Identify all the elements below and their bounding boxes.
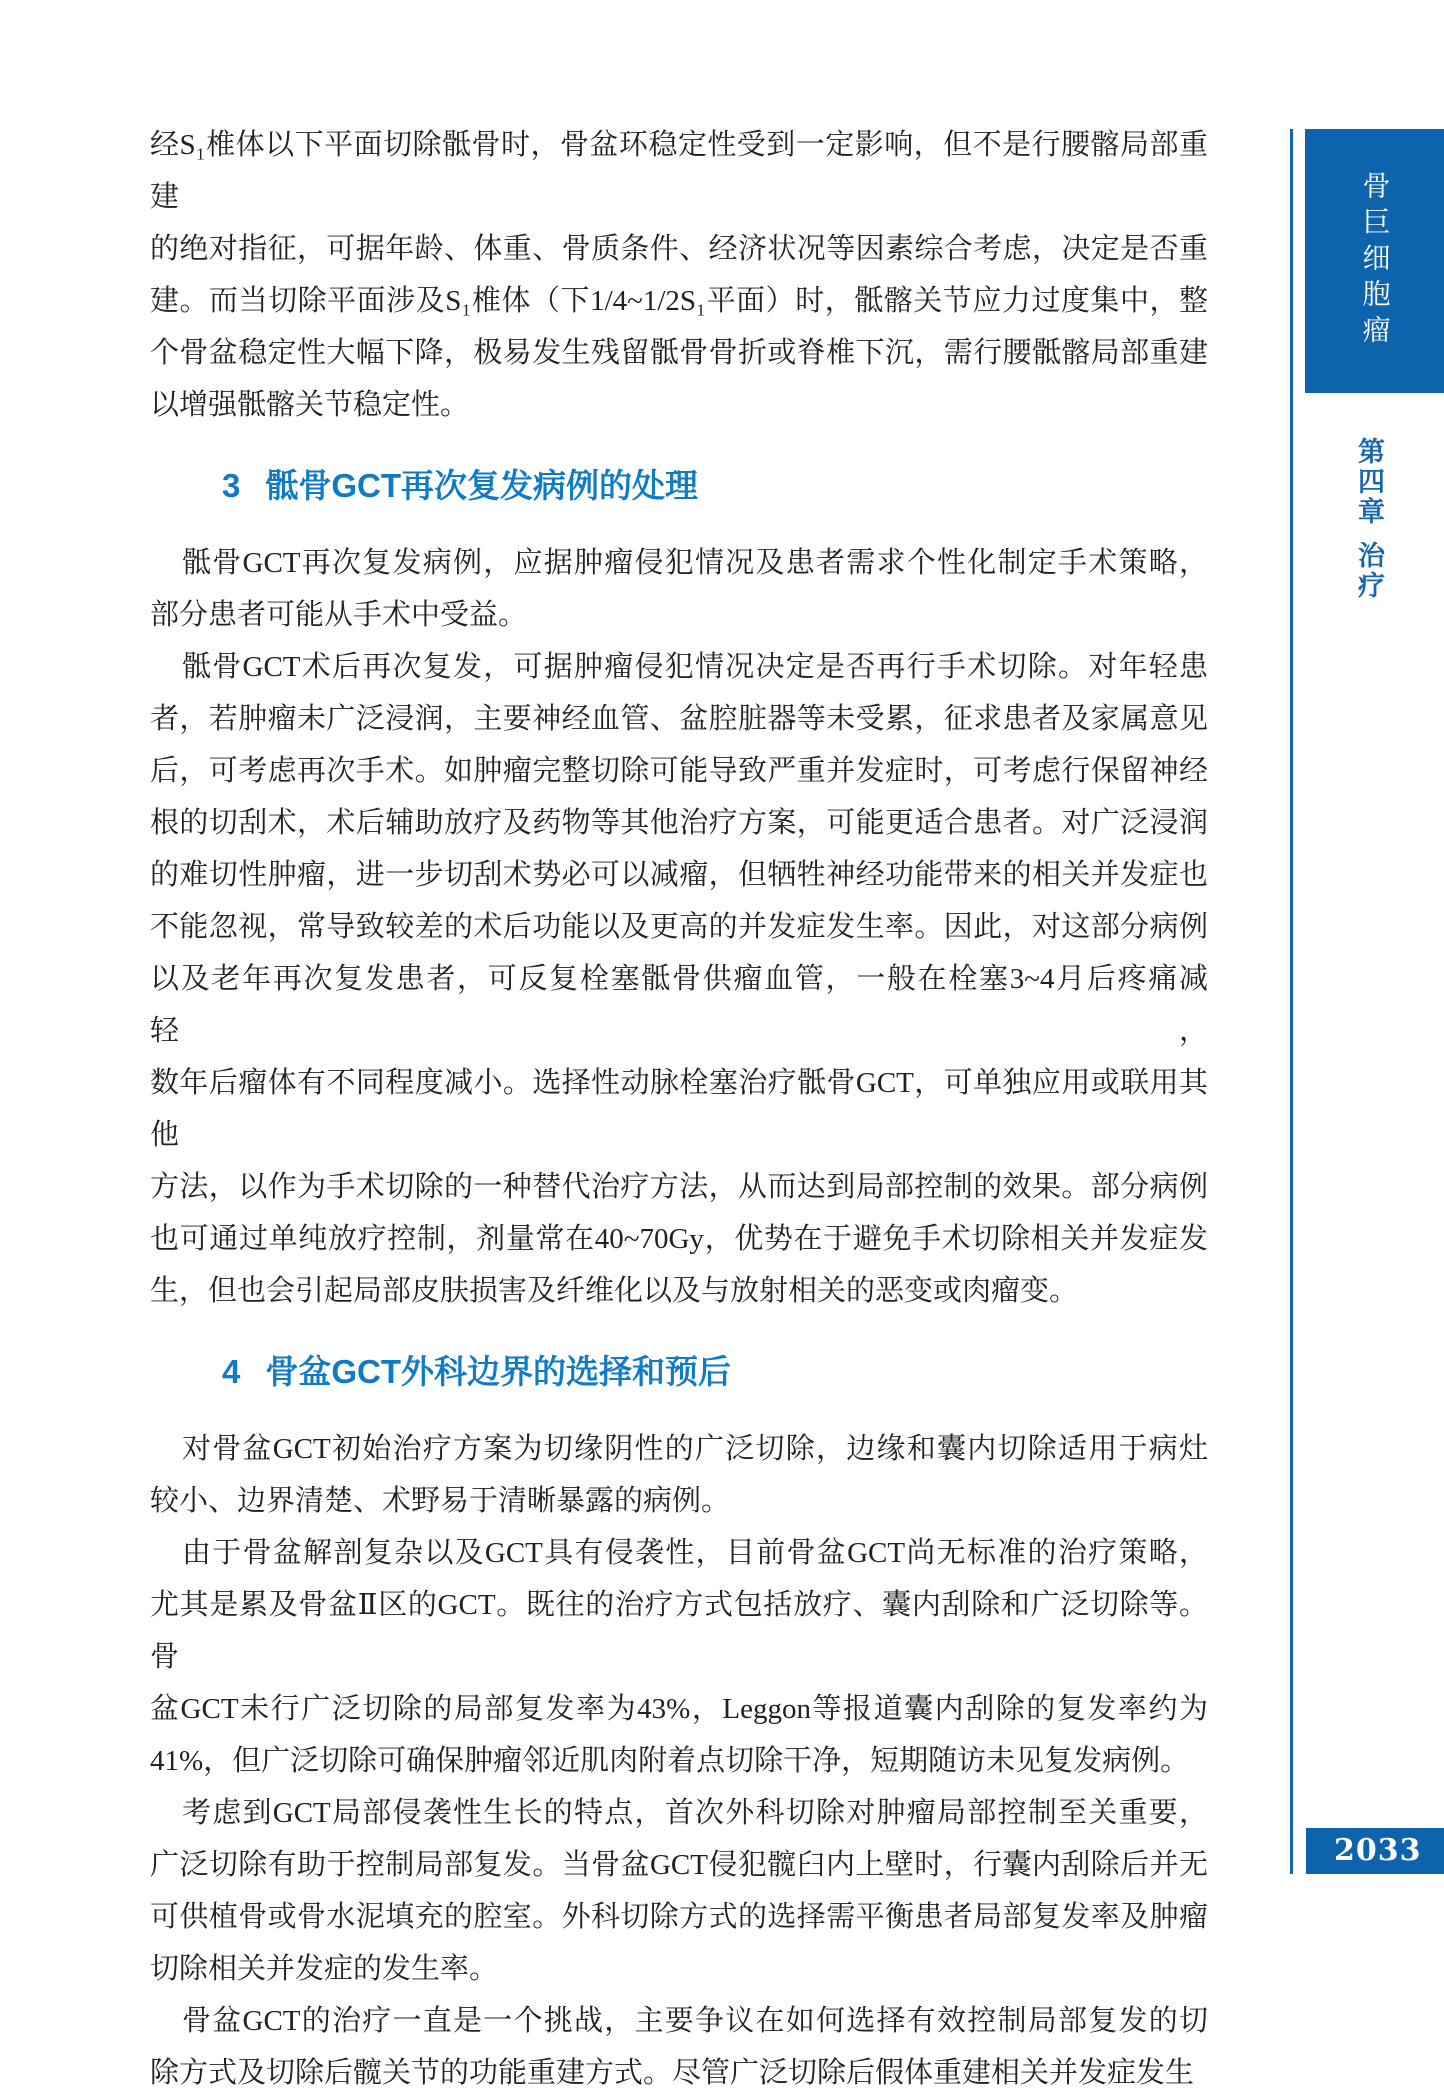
text-line: 41%，但广泛切除可确保肿瘤邻近肌肉附着点切除干净，短期随访未见复发病例。 (150, 1745, 1190, 1777)
paragraph (150, 119, 1208, 431)
paragraph (150, 1995, 1208, 2099)
text-line: 盆GCT未行广泛切除的局部复发率为43%，Leggon等报道囊内刮除的复发率约为 (150, 1693, 1208, 1725)
paragraph (150, 641, 1208, 1317)
text-line: 较小、边界清楚、术野易于清晰暴露的病例。 (150, 1485, 731, 1517)
text-line: 方法，以作为手术切除的一种替代治疗方法，从而达到局部控制的效果。部分病例 (150, 1171, 1208, 1203)
section-title: 骨盆GCT外科边界的选择和预后 (265, 1353, 732, 1390)
text-line: 由于骨盆解剖复杂以及GCT具有侵袭性，目前骨盆GCT尚无标准的治疗策略， (182, 1537, 1208, 1569)
chapter-number: 第四章 (1354, 437, 1384, 527)
text-line: 除方式及切除后髋关节的功能重建方式。尽管广泛切除后假体重建相关并发症发生 (150, 2057, 1195, 2089)
text-line: 骨盆GCT的治疗一直是一个挑战，主要争议在如何选择有效控制局部复发的切 (182, 2005, 1208, 2037)
text-line: 后，可考虑再次手术。如肿瘤完整切除可能导致严重并发症时，可考虑行保留神经 (150, 755, 1208, 787)
text-line: 部分患者可能从手术中受益。 (150, 599, 528, 631)
paragraph (150, 1787, 1208, 1995)
page-number-box (1306, 1828, 1444, 1874)
section-number: 3 (222, 467, 241, 504)
paragraph (150, 1423, 1208, 1527)
text-line: 的难切性肿瘤，进一步切刮术势必可以减瘤，但牺牲神经功能带来的相关并发症也 (150, 859, 1208, 891)
section-number: 4 (222, 1353, 241, 1390)
text-line: 者，若肿瘤未广泛浸润，主要神经血管、盆腔脏器等未受累，征求患者及家属意见 (150, 703, 1208, 735)
section-heading (150, 461, 1208, 511)
text-line: 根的切刮术，术后辅助放疗及药物等其他治疗方案，可能更适合患者。对广泛浸润 (150, 807, 1208, 839)
text-line: 切除相关并发症的发生率。 (150, 1953, 499, 1985)
text-line: 骶骨GCT术后再次复发，可据肿瘤侵犯情况决定是否再行手术切除。对年轻患 (182, 651, 1208, 683)
text-line: 个骨盆稳定性大幅下降，极易发生残留骶骨骨折或脊椎下沉，需行腰骶髂局部重建 (150, 337, 1208, 369)
paragraph (150, 1527, 1208, 1787)
text-line: 以及老年再次复发患者，可反复栓塞骶骨供瘤血管，一般在栓塞3~4月后疼痛减轻， (150, 963, 1208, 1047)
text-line: 可供植骨或骨水泥填充的腔室。外科切除方式的选择需平衡患者局部复发率及肿瘤 (150, 1901, 1208, 1933)
text-line: 骶骨GCT再次复发病例，应据肿瘤侵犯情况及患者需求个性化制定手术策略， (182, 547, 1208, 579)
text-line: 也可通过单纯放疗控制，剂量常在40~70Gy，优势在于避免手术切除相关并发症发 (150, 1223, 1208, 1255)
chapter-section: 治疗 (1354, 541, 1384, 601)
page-number: 2033 (1334, 1833, 1422, 1868)
text-line: 生，但也会引起局部皮肤损害及纤维化以及与放射相关的恶变或肉瘤变。 (150, 1275, 1079, 1307)
paragraph (150, 537, 1208, 641)
text-line: 数年后瘤体有不同程度减小。选择性动脉栓塞治疗骶骨GCT，可单独应用或联用其他 (150, 1067, 1208, 1151)
section-heading (150, 1347, 1208, 1397)
text-line: 以增强骶髂关节稳定性。 (150, 389, 470, 421)
text-line: 的绝对指征，可据年龄、体重、骨质条件、经济状况等因素综合考虑，决定是否重 (150, 233, 1208, 265)
text-line: 对骨盆GCT初始治疗方案为切缘阴性的广泛切除，边缘和囊内切除适用于病灶 (182, 1433, 1208, 1465)
text-line: 广泛切除有助于控制局部复发。当骨盆GCT侵犯髋臼内上壁时，行囊内刮除后并无 (150, 1849, 1208, 1881)
text-line: 经S₁椎体以下平面切除骶骨时，骨盆环稳定性受到一定影响，但不是行腰髂局部重建 (150, 129, 1208, 213)
chapter-label (1350, 437, 1389, 601)
sidebar-divider-line (1290, 129, 1293, 1874)
text-line: 考虑到GCT局部侵袭性生长的特点，首次外科切除对肿瘤局部控制至关重要， (182, 1797, 1208, 1829)
text-line: 不能忽视，常导致较差的术后功能以及更高的并发症发生率。因此，对这部分病例 (150, 911, 1208, 943)
chapter-tab-title: 骨巨细胞瘤 (1359, 171, 1391, 351)
text-line: 尤其是累及骨盆Ⅱ区的GCT。既往的治疗方式包括放疗、囊内刮除和广泛切除等。骨 (150, 1589, 1208, 1673)
text-line: 建。而当切除平面涉及S₁椎体（下1/4~1/2S₁平面）时，骶髂关节应力过度集中，整 (150, 285, 1208, 317)
chapter-tab (1305, 129, 1444, 393)
main-text-column (150, 119, 1208, 2099)
section-title: 骶骨GCT再次复发病例的处理 (265, 467, 699, 504)
